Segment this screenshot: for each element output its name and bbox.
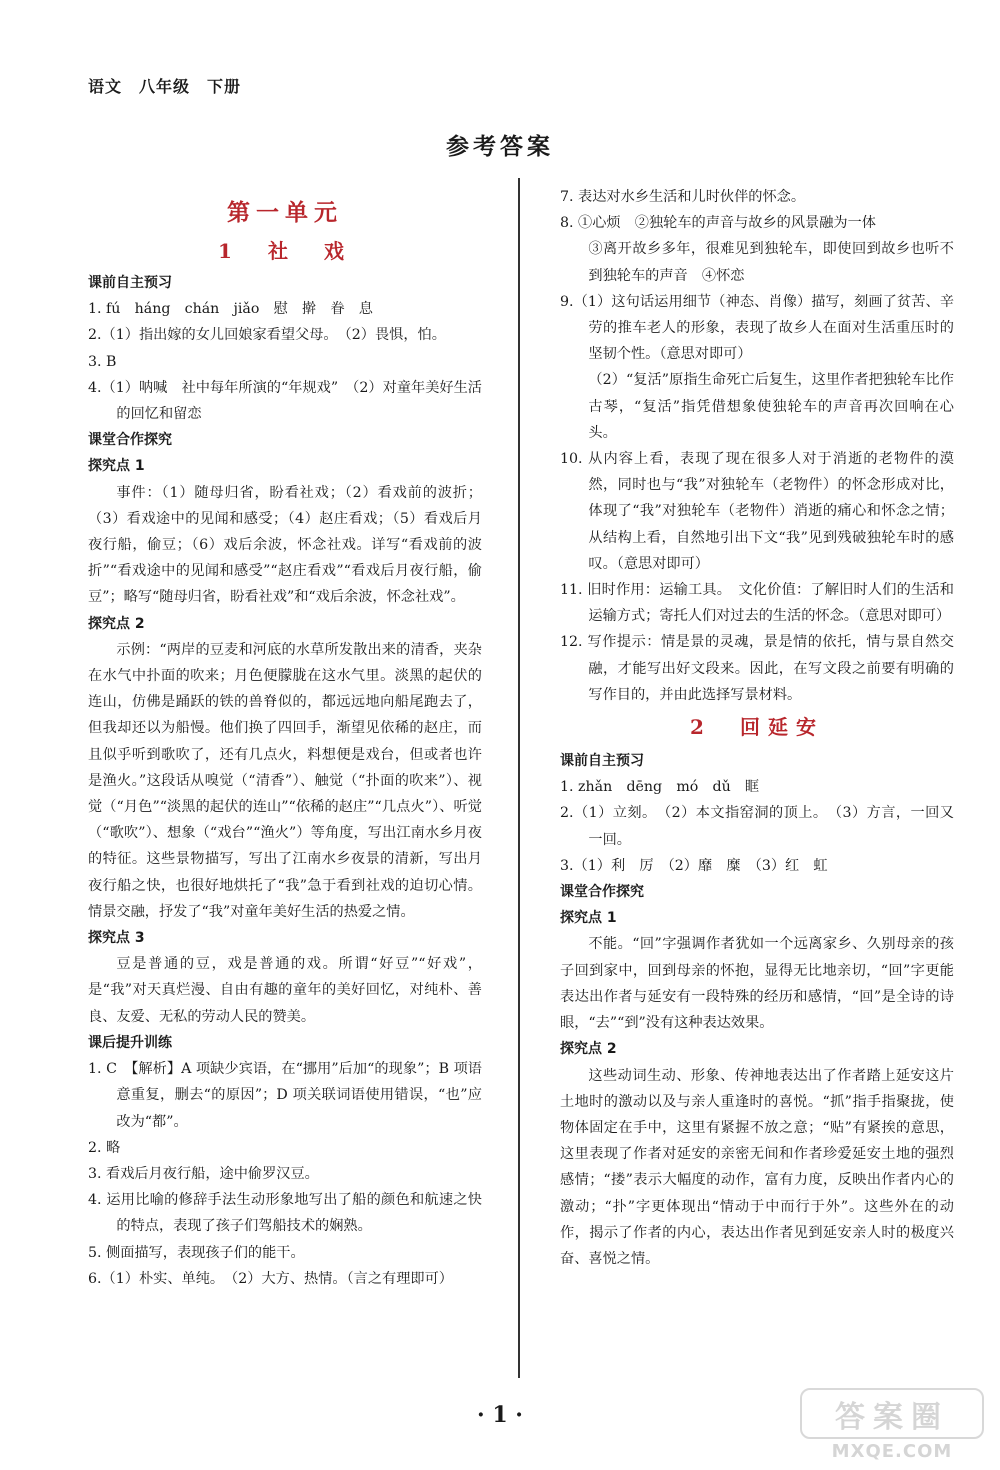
watermark-logo: 答案圈: [800, 1388, 984, 1439]
lesson-1-point-2-text: 示例：“两岸的豆麦和河底的水草所发散出来的清香，夹杂在水气中扑面的吹来；月色便朦胧在这水气里。淡黑的起伏的连山，仿佛是踊跃的铁的兽脊似的，都远远地向船尾跑去了，但我却还以为船慢。他们换了四回手，渐望见依稀的赵庄，而且似乎听到歌吹了，还有几点火，料想便是戏台，但或者也许是渔火。”这段话从嗅觉（“清香”）、触觉（“扑面的吹来”）、视觉（“月色”“淡黑的起伏的连山”“依稀的赵庄”“几点火”）、听觉（“歌吹”）、想象（“戏台”“渔火”）等角度，写出江南水乡月夜的特征。这些景物描写，写出了江南水乡夜景的清新，写出月夜行船之快，也很好地烘托了“我”急于看到社戏的迫切心情。情景交融，抒发了“我”对童年美好生活的热爱之情。: [88, 641, 482, 920]
lesson-1-post-item: 1. C 【解析】A 项缺少宾语，在“挪用”后加“的现象”；B 项语意重复，删去“的原因”；D 项关联词语使用错误，“也”应改为“都”。: [88, 1061, 482, 1130]
lesson-2-pre-item: 2.（1）立刻。 （2）本文指窑洞的顶上。 （3）方言，一回又一回。: [560, 805, 954, 848]
page-number: · 1 ·: [477, 1402, 523, 1428]
lesson-1-post-item: 3. 看戏后月夜行船，途中偷罗汉豆。: [88, 1165, 319, 1182]
answer-subitem: ③离开故乡多年，很难见到独轮车，即使回到故乡也听不到独轮车的声音 ④怀恋: [588, 241, 954, 284]
lesson-1-post-item: 2. 略: [88, 1139, 121, 1156]
lesson-1-post-item: 4. 运用比喻的修辞手法生动形象地写出了船的颜色和航速之快的特点，表现了孩子们驾船技术的娴熟。: [88, 1192, 482, 1235]
answer-item: 8. ①心烦 ②独轮车的声音与故乡的风景融为一体: [560, 215, 876, 232]
lesson-1-pre-item: 3. B: [88, 353, 117, 370]
lesson-1-pre-item: 2.（1）指出嫁的女儿回娘家看望父母。 （2）畏惧，怕。: [88, 327, 446, 344]
answer-item: 10. 从内容上看，表现了现在很多人对于消逝的老物件的漠然，同时也与“我”对独轮车（老物件）的怀念形成对比，体现了“我”对独轮车（老物件）消逝的痛心和怀念之情；从结构上看，自然地引出下文“我”见到残破独轮车时的感叹。（意思对即可）: [560, 451, 954, 572]
lesson-2-point-2-text: 这些动词生动、形象、传神地表达出了作者踏上延安这片土地时的激动以及与亲人重逢时的喜悦。“抓”指手指聚拢，使物体固定在手中，这里有紧握不放之意；“贴”有紧挨的意思，这里表现了作者对延安的亲密无间和作者珍爱延安土地的强烈感情；“搂”表示大幅度的动作，富有力度，反映出作者内心的激动；“扑”字更体现出“情动于中而行于外”。这些外在的动作，揭示了作者的内心，表达出作者见到延安亲人时的极度兴奋、喜悦之情。: [560, 1067, 954, 1267]
lesson-2-pre-item: 3.（1）利 厉 （2）靡 糜 （3）红 虹: [560, 857, 828, 874]
lesson-2-pre-item: 1. zhǎn dēng mó dǔ 眶: [560, 779, 760, 796]
answer-subitem: （2）“复活”原指生命死亡后复生，这里作者把独轮车比作古琴，“复活”指凭借想象使独轮车的声音再次回响在心头。: [588, 372, 954, 441]
lesson-2-section-pre: 课前自主预习: [560, 753, 644, 770]
lesson-1-section-class: 课堂合作探究: [88, 432, 172, 449]
lesson-2-section-class: 课堂合作探究: [560, 884, 644, 901]
left-column: [88, 184, 482, 1292]
right-column: [560, 184, 954, 1272]
lesson-1-point-1-title: 探究点 1: [88, 458, 145, 475]
lesson-1-pre-item: 1. fú háng chán jiǎo 慰 擀 眷 息: [88, 301, 373, 318]
lesson-1-pre-item: 4.（1）呐喊 社中每年所演的“年规戏” （2）对童年美好生活的回忆和留恋: [88, 379, 482, 423]
answer-item: 9.（1）这句话运用细节（神态、肖像）描写，刻画了贫苦、辛劳的推车老人的形象，表现了故乡人在面对生活重压时的坚韧个性。（意思对即可）: [560, 293, 954, 363]
page-title: 参考答案: [446, 133, 554, 160]
answer-item: 11. 旧时作用：运输工具。 文化价值：了解旧时人们的生活和运输方式；寄托人们对过去的生活的怀念。（意思对即可）: [560, 582, 954, 625]
lesson-2-title: 2 回延安: [690, 715, 824, 740]
page-header: 语文 八年级 下册: [88, 77, 242, 96]
lesson-1-post-item: 5. 侧面描写，表现孩子们的能干。: [88, 1244, 305, 1261]
lesson-2-point-1-title: 探究点 1: [560, 910, 617, 927]
lesson-1-section-post: 课后提升训练: [88, 1034, 172, 1051]
lesson-1-point-3-title: 探究点 3: [88, 930, 145, 947]
lesson-1-point-2-title: 探究点 2: [88, 615, 145, 632]
lesson-1-post-item: 6.（1）朴实、单纯。 （2）大方、热情。（言之有理即可）: [88, 1270, 453, 1287]
lesson-1-point-3-text: 豆是普通的豆，戏是普通的戏。所谓“好豆”“好戏”，是“我”对天真烂漫、自由有趣的童年的美好回忆，对纯朴、善良、友爱、无私的劳动人民的赞美。: [88, 956, 482, 1025]
watermark-url: MXQE.COM: [831, 1441, 953, 1462]
answer-item: 12. 写作提示：情是景的灵魂，景是情的依托，情与景自然交融，才能写出好文段来。因此，在写文段之前要有明确的写作目的，并由此选择写景材料。: [560, 634, 954, 703]
lesson-1-point-1-text: 事件：（1）随母归省，盼看社戏；（2）看戏前的波折；（3）看戏途中的见闻和感受；（4）赵庄看戏；（5）看戏后月夜行船，偷豆；（6）戏后余波，怀念社戏。详写“看戏前的波折”“看戏途中的见闻和感受”“赵庄看戏”“看戏后月夜行船，偷豆”；略写“随母归省，盼看社戏”和“戏后余波，怀念社戏”。: [88, 484, 482, 606]
answer-item: 7. 表达对水乡生活和儿时伙伴的怀念。: [560, 189, 806, 205]
lesson-1-section-pre: 课前自主预习: [88, 275, 172, 291]
lesson-2-point-2-title: 探究点 2: [560, 1041, 617, 1058]
lesson-1-title: 1 社 戏: [218, 239, 352, 263]
unit-title: 第一单元: [227, 199, 343, 226]
lesson-2-point-1-text: 不能。“回”字强调作者犹如一个远离家乡、久别母亲的孩子回到家中，回到母亲的怀抱，显得无比地亲切，“回”字更能表达出作者与延安有一段特殊的经历和感情，“回”是全诗的诗眼，“去”“到”没有这种表达效果。: [560, 936, 954, 1032]
watermark: [794, 1388, 990, 1462]
column-divider: [518, 178, 520, 1378]
